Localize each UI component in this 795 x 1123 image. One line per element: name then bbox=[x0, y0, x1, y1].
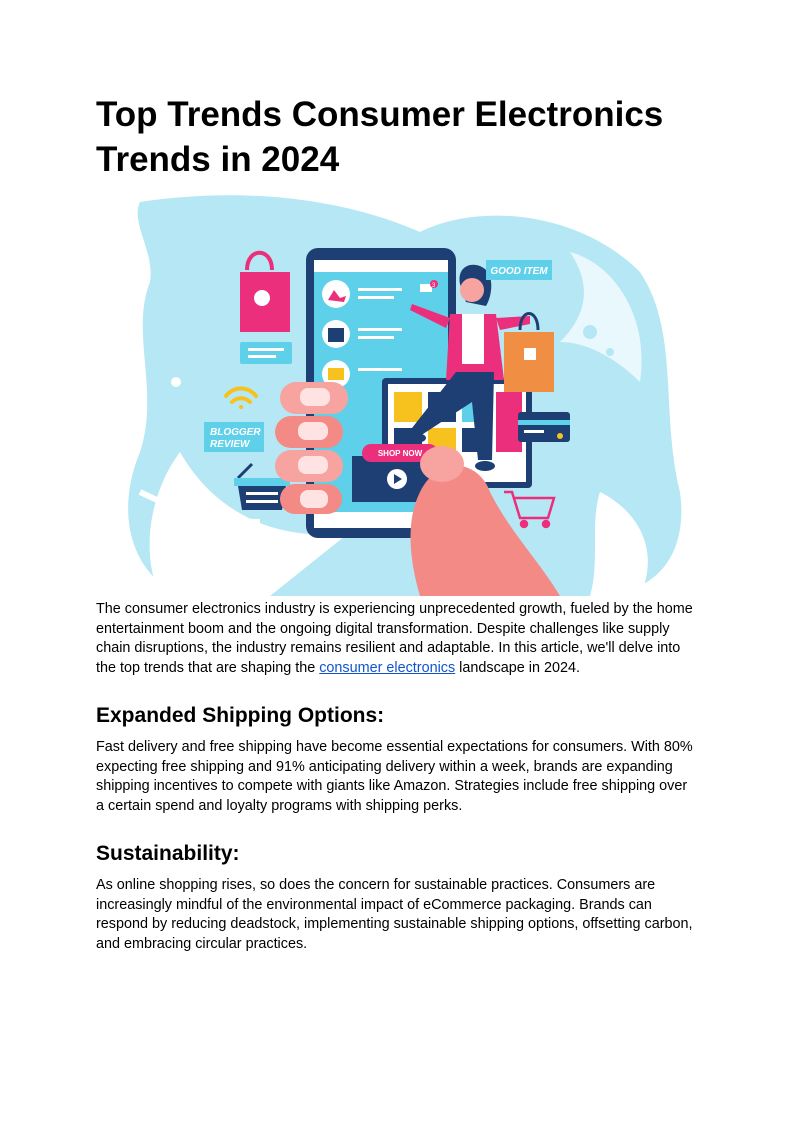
message-bubble-icon bbox=[240, 342, 292, 364]
good-item-label: GOOD ITEM bbox=[490, 266, 548, 277]
section-heading-shipping: Expanded Shipping Options: bbox=[96, 704, 385, 727]
intro-text-end: landscape in 2024. bbox=[455, 659, 581, 676]
intro-text: The consumer electronics industry is experiencing unprecedented growth, fueled by the home entertainment boom and the ongoing digital transformation. Despite challenges like supply chain disruptions, the industry remains resilient and adaptable. In this article, we'll delve into the top trends that are shaping the bbox=[96, 601, 693, 676]
cart-count: 3 bbox=[432, 283, 436, 289]
shop-now-label: SHOP NOW bbox=[377, 449, 423, 458]
hero-illustration bbox=[120, 192, 688, 596]
good-item-badge bbox=[486, 260, 552, 280]
section-heading-sustainability: Sustainability: bbox=[96, 842, 240, 865]
intro-paragraph bbox=[96, 600, 696, 678]
blogger-review-badge bbox=[204, 422, 264, 452]
section-body-sustainability: As online shopping rises, so does the concern for sustainable practices. Consumers are increasingly mindful of the environmental impact of eCommerce packaging. Brands can respond by reducing deadstock, implementing sustainable shipping options, offsetting carbon, and embracing circular practices. bbox=[96, 877, 693, 952]
section-body-shipping: Fast delivery and free shipping have become essential expectations for consumers. With 80% expecting free shipping and 91% anticipating delivery within a week, brands are expanding shipping incentives to compete with giants like Amazon. Strategies include free shipping over a certain spend and loyalty programs with shipping perks. bbox=[96, 739, 693, 814]
consumer-electronics-link[interactable]: consumer electronics bbox=[319, 659, 456, 676]
review-label: REVIEW bbox=[210, 439, 250, 450]
blogger-label: BLOGGER bbox=[210, 427, 261, 438]
credit-card-icon bbox=[518, 412, 570, 442]
page-title: Top Trends Consumer Electronics Trends in 2024 bbox=[96, 95, 664, 179]
